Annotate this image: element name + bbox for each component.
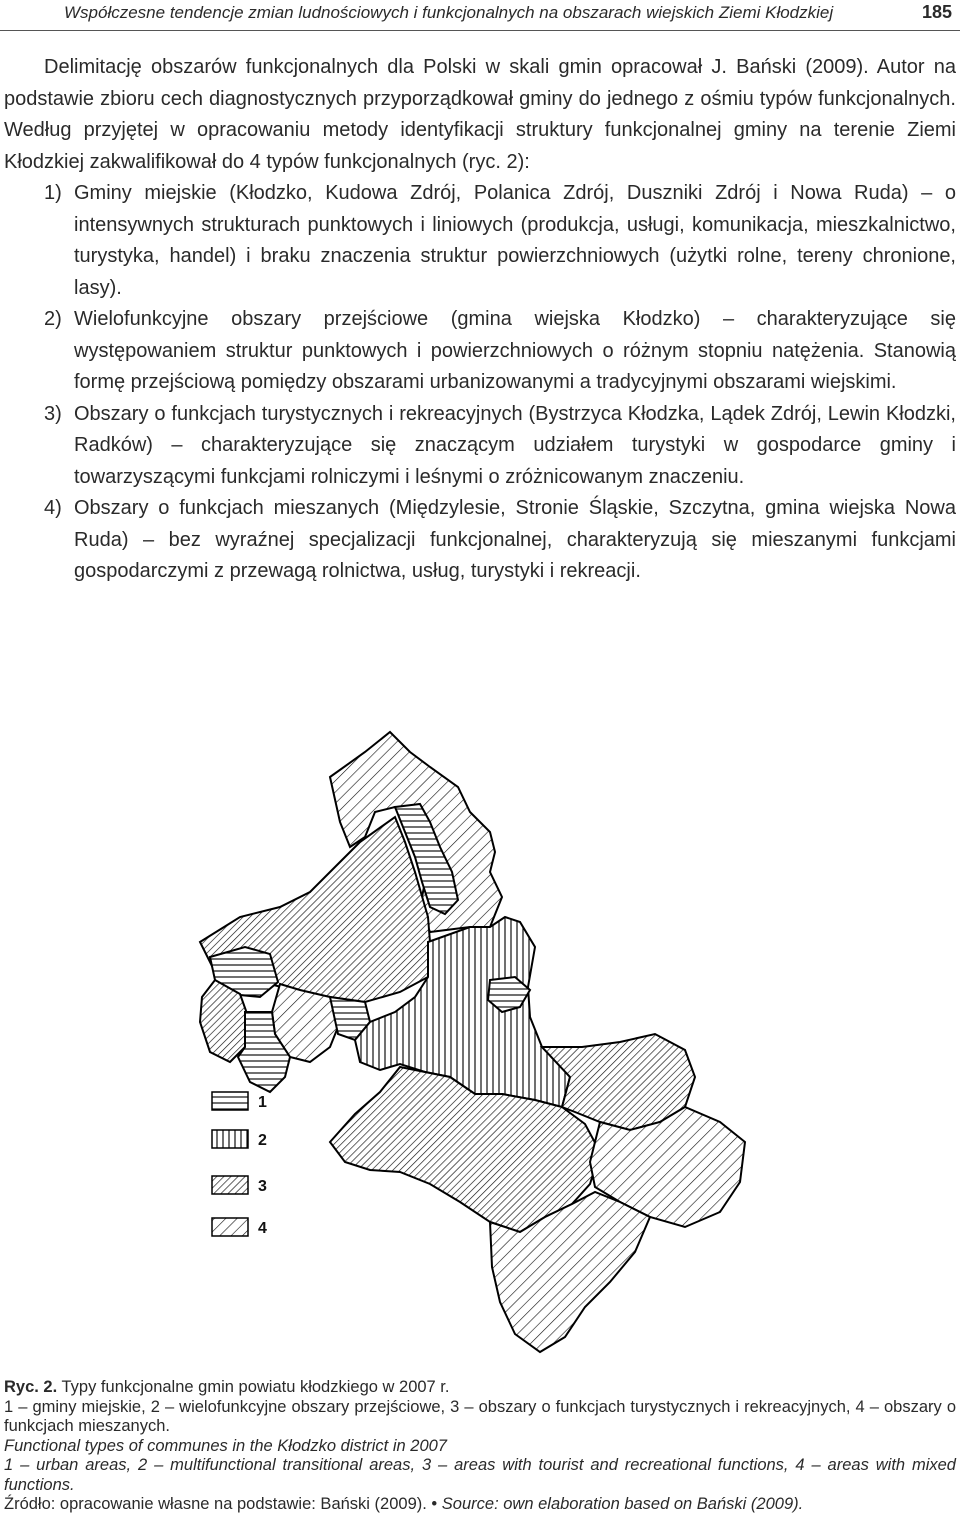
list-item xyxy=(4,304,956,399)
legend-label-2: 2 xyxy=(258,1132,267,1149)
list-number: 3) xyxy=(44,402,62,425)
legend-swatch-2 xyxy=(212,1130,248,1148)
list-text: Obszary o funkcjach mieszanych (Międzylesie, Stronie Śląskie, Szczytna, gmina wiejska Nowa Ruda) – bez wyraźnej specjalizacji funkcjonalnej, charakteryzują się mieszanymi funkcjami gospodarczymi z przewagą rolnictwa, usług, turystyki i rekreacji. xyxy=(74,497,956,582)
running-header xyxy=(0,0,960,31)
list-number: 1) xyxy=(44,182,62,204)
map-svg xyxy=(190,722,770,1362)
caption-source xyxy=(4,1495,956,1515)
functional-types-map xyxy=(190,722,770,1362)
legend-swatch-1 xyxy=(212,1092,248,1110)
figure-caption xyxy=(4,1378,956,1515)
legend-label-3: 3 xyxy=(258,1178,267,1195)
list-text: Wielofunkcyjne obszary przejściowe (gmina wiejska Kłodzko) – charakteryzujące się występowaniem struktur punktowych i powierzchniowych o różnym stopniu natężenia. Stanowią formę przejściową pomiędzy obszarami urbanizowanymi a tradycyjnymi obszarami wiejskimi. xyxy=(74,308,956,393)
legend-label-4: 4 xyxy=(258,1220,267,1237)
caption-title-pl xyxy=(4,1378,956,1398)
list-item xyxy=(4,493,956,588)
source-bullet: • xyxy=(431,1495,438,1513)
list-text: Obszary o funkcjach turystycznych i rekreacyjnych (Bystrzyca Kłodzka, Lądek Zdrój, Lewin Kłodzki, Radków) – charakteryzujące się znaczącym udziałem turystyki w gospodarce gminy i towarzyszącymi funkcjami rolniczymi i leśnymi o zróżnicowanym znaczeniu. xyxy=(74,402,956,488)
list-item xyxy=(4,178,956,304)
caption-legend-en: 1 – urban areas, 2 – multifunctional transitional areas, 3 – areas with tourist and recreational functions, 4 – areas with mixed functions. xyxy=(4,1456,956,1494)
body-text xyxy=(4,52,956,588)
source-en: Source: own elaboration based on Bański (2009). xyxy=(441,1495,804,1513)
figure-label: Ryc. 2. xyxy=(4,1378,58,1396)
legend-swatch-4 xyxy=(212,1218,248,1236)
list-number: 2) xyxy=(44,308,62,330)
list-number: 4) xyxy=(44,497,62,519)
list-item xyxy=(4,399,956,494)
list-text: Gminy miejskie (Kłodzko, Kudowa Zdrój, Polanica Zdrój, Duszniki Zdrój i Nowa Ruda) – o intensywnych strukturach punktowych i liniowych (produkcja, usługi, komunikacja, mieszkalnictwo, turystyka, handel) i braku znaczenia struktur powierzchniowych (użytki rolne, tereny chronione, lasy). xyxy=(74,182,956,299)
source-pl: Źródło: opracowanie własne na podstawie: Bański (2009). xyxy=(4,1495,427,1513)
legend-swatch-3 xyxy=(212,1176,248,1194)
figure-title: Typy funkcjonalne gmin powiatu kłodzkiego w 2007 r. xyxy=(61,1378,450,1396)
legend-label-1: 1 xyxy=(258,1094,267,1111)
caption-title-en: Functional types of communes in the Kłodzko district in 2007 xyxy=(4,1436,447,1455)
caption-legend-pl: 1 – gminy miejskie, 2 – wielofunkcyjne obszary przejściowe, 3 – obszary o funkcjach turystycznych i rekreacyjnych, 4 – obszary o funkcjach mieszanych. xyxy=(4,1397,956,1435)
running-title: Współczesne tendencje zmian ludnościowych i funkcjonalnych na obszarach wiejskich Ziemi Kłodzkiej xyxy=(64,3,834,22)
functional-types-list xyxy=(4,178,956,588)
map-legend xyxy=(212,1092,267,1237)
intro-paragraph: Delimitację obszarów funkcjonalnych dla Polski w skali gmin opracował J. Bański (2009). Autor na podstawie zbioru cech diagnostycznych przyporządkował gminy do jednego z ośmiu typów funkcjonalnych. Według przyjętej w opracowaniu metody identyfikacji struktury funkcjonalnej gminy na terenie Ziemi Kłodzkiej zakwalifikował do 4 typów funkcjonalnych (ryc. 2): xyxy=(4,56,956,173)
page-number: 185 xyxy=(921,2,952,22)
